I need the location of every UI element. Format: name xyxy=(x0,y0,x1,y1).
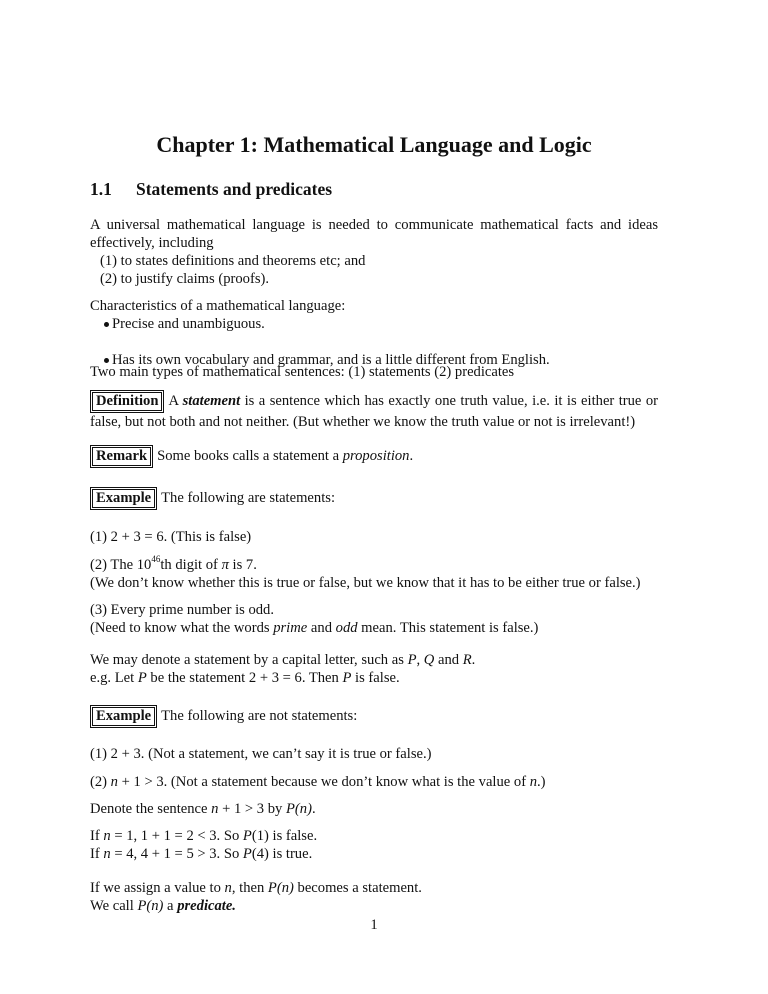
example2-item-2: (2) n + 1 > 3. (Not a statement because we don’t know what is the value of n.) xyxy=(90,774,546,790)
chapter-title: Chapter 1: Mathematical Language and Logic xyxy=(156,132,592,157)
remark-block xyxy=(90,445,413,468)
page-number: 1 xyxy=(370,917,378,933)
remark-label: Remark xyxy=(90,445,153,468)
document-page xyxy=(90,0,658,933)
remark-term: proposition xyxy=(342,448,410,464)
intro-item-1: (1) to states definitions and theorems etc; and xyxy=(100,253,366,269)
bullet-dot xyxy=(104,322,109,327)
intro-paragraph: A universal mathematical language is needed to communicate mathematical facts and ideas effectively, including xyxy=(90,217,658,251)
example1-text: The following are statements: xyxy=(161,490,335,506)
predicate-if-line-1: If n = 1, 1 + 1 = 2 < 3. So P(1) is false. xyxy=(90,828,318,844)
bullet-text: Has its own vocabulary and grammar, and is a little different from English. xyxy=(112,352,550,368)
example2-heading xyxy=(90,705,357,728)
predicate-if-line-2: If n = 4, 4 + 1 = 5 > 3. So P(4) is true. xyxy=(90,846,313,862)
bullet-text: Precise and unambiguous. xyxy=(112,316,265,332)
definition-text-pre: A xyxy=(168,393,183,409)
predicate-denote-line: Denote the sentence n + 1 > 3 by P(n). xyxy=(90,801,316,817)
example2-item-1: (1) 2 + 3. (Not a statement, we can’t say it is true or false.) xyxy=(90,746,432,762)
definition-block xyxy=(90,390,658,431)
exponent: 46 xyxy=(151,554,161,565)
denote-line-2: e.g. Let P be the statement 2 + 3 = 6. Then P is false. xyxy=(90,670,400,686)
bullet-item xyxy=(90,315,658,333)
section-heading xyxy=(90,178,332,200)
pi-symbol: π xyxy=(221,557,229,573)
definition-term: statement xyxy=(182,393,241,409)
example2-label: Example xyxy=(90,705,157,728)
predicate-assign-line: If we assign a value to n, then P(n) becomes a statement. xyxy=(90,880,422,896)
section-title: Statements and predicates xyxy=(136,179,333,199)
example2-text: The following are not statements: xyxy=(161,708,358,724)
example1-item-3: (3) Every prime number is odd. xyxy=(90,602,274,618)
denote-line-1: We may denote a statement by a capital letter, such as P, Q and R. xyxy=(90,652,476,668)
remark-text-post: . xyxy=(409,448,414,464)
remark-text-pre: Some books calls a statement a xyxy=(157,448,343,464)
predicate-term: predicate. xyxy=(177,898,236,914)
types-line: Two main types of mathematical sentences: (1) statements (2) predicates xyxy=(90,364,515,380)
example1-item-1: (1) 2 + 3 = 6. (This is false) xyxy=(90,529,252,545)
example1-item-2: (2) The $10^{46}th$ digit of π is 7. xyxy=(90,554,257,573)
characteristics-lead: Characteristics of a mathematical language: xyxy=(90,298,346,314)
example1-item-3-note: (Need to know what the words prime and odd mean. This statement is false.) xyxy=(90,620,539,636)
predicate-call-line: We call P(n) a predicate. xyxy=(90,898,236,914)
intro-item-2: (2) to justify claims (proofs). xyxy=(100,271,270,287)
section-number: 1.1 xyxy=(90,179,112,199)
example1-label: Example xyxy=(90,487,157,510)
example1-heading xyxy=(90,487,335,510)
example1-item-2-note: (We don’t know whether this is true or false, but we know that it has to be either true or false.) xyxy=(90,575,641,591)
definition-label: Definition xyxy=(90,390,164,413)
definition-text-post: is a sentence which has exactly one truth value, i.e. it is either true or false, but not both and not neither. (But whether we know the truth value or not is irrelevant!) xyxy=(90,393,658,430)
